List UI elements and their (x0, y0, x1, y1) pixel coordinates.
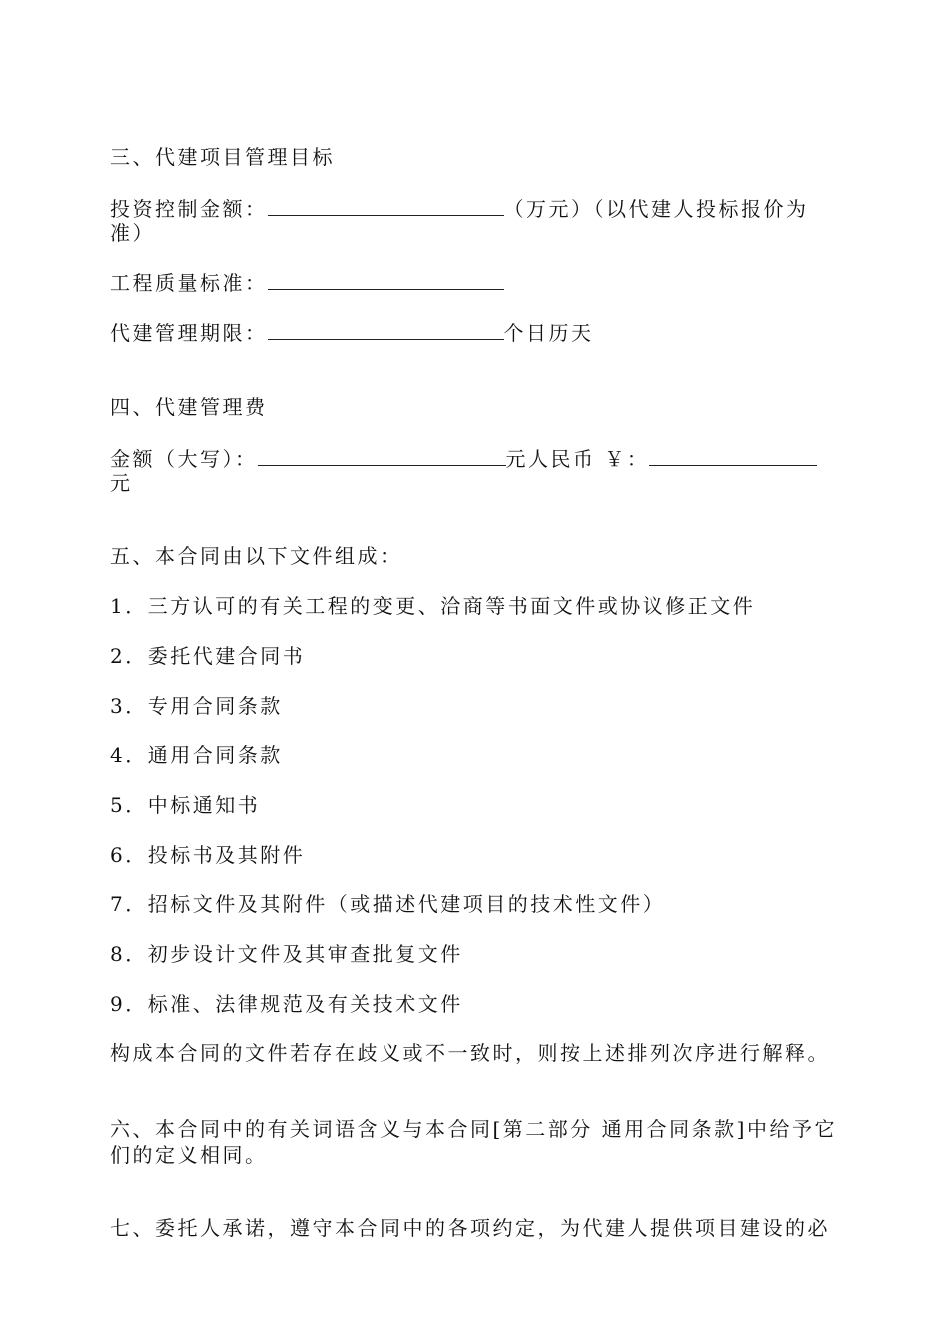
list-item: 5．中标通知书 (110, 793, 261, 817)
amount-figure-blank (649, 447, 817, 466)
section5-heading: 五、本合同由以下文件组成： (110, 544, 403, 568)
list-item: 6．投标书及其附件 (110, 843, 306, 867)
investment-suffix-cont: 准） (110, 221, 155, 245)
section6-line1: 六、本合同中的有关词语含义与本合同[第二部分 通用合同条款]中给予它 (110, 1117, 837, 1141)
period-label: 代建管理期限： (110, 321, 268, 345)
amount-middle: 元人民币 ￥： (505, 447, 650, 471)
investment-label: 投资控制金额： (110, 197, 268, 221)
list-item: 4．通用合同条款 (110, 743, 283, 767)
section5-note: 构成本合同的文件若存在歧义或不一致时，则按上述排列次序进行解释。 (110, 1041, 830, 1065)
list-item: 9．标准、法律规范及有关技术文件 (110, 992, 463, 1016)
investment-blank (268, 197, 504, 216)
amount-unit: 元 (110, 471, 133, 495)
quality-line (110, 269, 504, 297)
list-item: 2．委托代建合同书 (110, 644, 306, 668)
list-item: 8．初步设计文件及其审查批复文件 (110, 942, 463, 966)
section3-heading: 三、代建项目管理目标 (110, 145, 335, 169)
list-item: 3．专用合同条款 (110, 694, 283, 718)
amount-words-blank (258, 447, 506, 466)
investment-line (110, 195, 809, 223)
period-suffix: 个日历天 (503, 321, 594, 345)
section4-heading: 四、代建管理费 (110, 395, 268, 419)
quality-blank (268, 271, 504, 290)
list-item: 1．三方认可的有关工程的变更、洽商等书面文件或协议修正文件 (110, 594, 756, 618)
investment-suffix: （万元）（以代建人投标报价为 (503, 197, 809, 221)
list-item: 7．招标文件及其附件（或描述代建项目的技术性文件） (110, 892, 666, 916)
section7-line1: 七、委托人承诺，遵守本合同中的各项约定，为代建人提供项目建设的必 (110, 1216, 830, 1240)
quality-label: 工程质量标准： (110, 271, 268, 295)
period-line (110, 319, 594, 347)
period-blank (268, 321, 504, 340)
section6-line2: 们的定义相同。 (110, 1143, 268, 1167)
amount-label: 金额（大写）： (110, 447, 258, 471)
amount-line (110, 445, 817, 473)
